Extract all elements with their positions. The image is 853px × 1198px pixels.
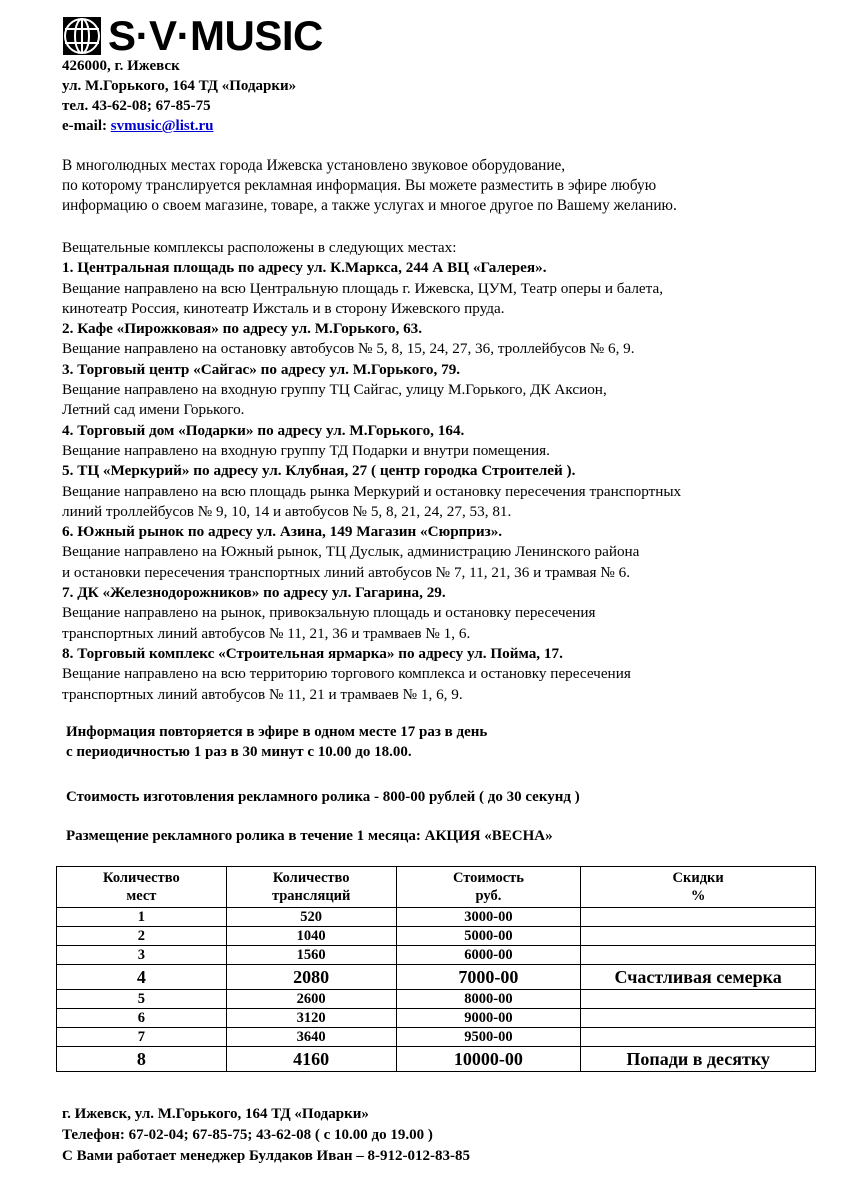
- location-heading: 6. Южный рынок по адресу ул. Азина, 149 Магазин «Сюрприз».: [62, 523, 503, 541]
- table-row: [57, 946, 816, 965]
- production-cost-text: Стоимость изготовления рекламного ролика - 800-00 рублей ( до 30 секунд ): [66, 789, 580, 805]
- table-cell-price: 10000-00: [396, 1047, 581, 1072]
- intro-paragraph: [62, 156, 837, 216]
- table-cell-broadcasts: 4160: [226, 1047, 396, 1072]
- table-cell-places: 7: [57, 1028, 227, 1047]
- location-description: Вещание направлено на всю площадь рынка Меркурий и остановку пересечения транспортных: [62, 482, 682, 500]
- intro-line: В многолюдных местах города Ижевска установлено звуковое оборудование,: [62, 157, 566, 174]
- logo-text: S·V·MUSIC: [108, 12, 323, 59]
- table-cell-places: 6: [57, 1009, 227, 1028]
- repeat-info: [66, 722, 487, 762]
- table-cell-price: 9000-00: [396, 1009, 581, 1028]
- table-row: [57, 1028, 816, 1047]
- footer-manager: С Вами работает менеджер Булдаков Иван – 8-912-012-83-85: [62, 1148, 470, 1164]
- table-cell-discount: [581, 1028, 816, 1047]
- footer-phone: Телефон: 67-02-04; 67-85-75; 43-62-08 ( с 10.00 до 19.00 ): [62, 1127, 433, 1143]
- repeat-line: с периодичностью 1 раз в 30 минут с 10.00 до 18.00.: [66, 744, 412, 760]
- contact-block: [62, 56, 296, 136]
- table-cell-discount: [581, 908, 816, 927]
- location-description: Вещание направлено на остановку автобусов № 5, 8, 15, 24, 27, 36, троллейбусов № 6, 9.: [62, 340, 635, 358]
- table-row: [57, 1009, 816, 1028]
- table-row: [57, 1047, 816, 1072]
- header-discount: Скидки %: [581, 867, 816, 908]
- contact-phone: тел. 43-62-08; 67-85-75: [62, 98, 211, 114]
- table-row: [57, 927, 816, 946]
- table-cell-discount: Счастливая семерка: [581, 965, 816, 990]
- header-price: Стоимость руб.: [396, 867, 581, 908]
- location-description: Вещание направлено на всю территорию торгового комплекса и остановку пересечения: [62, 665, 631, 683]
- table-cell-price: 6000-00: [396, 946, 581, 965]
- table-cell-broadcasts: 2600: [226, 990, 396, 1009]
- location-description: и остановки пересечения транспортных линий автобусов № 7, 11, 21, 36 и трамвая № 6.: [62, 563, 631, 581]
- table-cell-discount: Попади в десятку: [581, 1047, 816, 1072]
- table-cell-places: 1: [57, 908, 227, 927]
- repeat-line: Информация повторяется в эфире в одном месте 17 раз в день: [66, 724, 488, 740]
- intro-line: по которому транслируется рекламная информация. Вы можете разместить в эфире любую: [62, 177, 657, 194]
- location-description: Вещание направлено на рынок, привокзальную площадь и остановку пересечения: [62, 604, 596, 622]
- table-cell-places: 2: [57, 927, 227, 946]
- email-label: e-mail:: [62, 118, 111, 134]
- footer-address: г. Ижевск, ул. М.Горького, 164 ТД «Подарки»: [62, 1106, 369, 1122]
- table-row: [57, 990, 816, 1009]
- table-cell-discount: [581, 927, 816, 946]
- contact-email-row: [62, 116, 296, 136]
- location-heading: 2. Кафе «Пирожковая» по адресу ул. М.Горького, 63.: [62, 320, 423, 338]
- table-header-row: [57, 867, 816, 908]
- table-cell-broadcasts: 1560: [226, 946, 396, 965]
- placement-offer: [66, 826, 553, 846]
- price-table: [56, 866, 816, 1072]
- table-cell-discount: [581, 946, 816, 965]
- email-link[interactable]: svmusic@list.ru: [110, 118, 214, 134]
- table-cell-price: 9500-00: [396, 1028, 581, 1047]
- location-description: Вещание направлено на входную группу ТЦ Сайгас, улицу М.Горького, ДК Аксион,: [62, 381, 607, 399]
- table-cell-broadcasts: 2080: [226, 965, 396, 990]
- table-cell-discount: [581, 990, 816, 1009]
- location-description: транспортных линий автобусов № 11, 21, 36 и трамваев № 1, 6.: [62, 624, 471, 642]
- table-cell-places: 8: [57, 1047, 227, 1072]
- location-description: Вещание направлено на Южный рынок, ТЦ Дуслык, администрацию Ленинского района: [62, 543, 640, 561]
- location-heading: 8. Торговый комплекс «Строительная ярмарка» по адресу ул. Пойма, 17.: [62, 644, 563, 662]
- location-description: Летний сад имени Горького.: [62, 401, 245, 419]
- header-broadcasts: Количество трансляций: [226, 867, 396, 908]
- logo: [62, 12, 323, 59]
- contact-city: 426000, г. Ижевск: [62, 58, 180, 74]
- broadcast-locations: [62, 238, 837, 705]
- footer-contacts: [62, 1104, 470, 1167]
- contact-address: ул. М.Горького, 164 ТД «Подарки»: [62, 78, 297, 94]
- table-row: [57, 965, 816, 990]
- table-cell-broadcasts: 3120: [226, 1009, 396, 1028]
- location-heading: 5. ТЦ «Меркурий» по адресу ул. Клубная, 27 ( центр городка Строителей ).: [62, 462, 576, 480]
- location-description: кинотеатр Россия, кинотеатр Ижсталь и в сторону Ижевского пруда.: [62, 299, 505, 317]
- location-description: транспортных линий автобусов № 11, 21 и трамваев № 1, 6, 9.: [62, 685, 463, 703]
- table-cell-price: 5000-00: [396, 927, 581, 946]
- locations-intro: Вещательные комплексы расположены в следующих местах:: [62, 239, 457, 256]
- table-cell-price: 3000-00: [396, 908, 581, 927]
- table-cell-places: 5: [57, 990, 227, 1009]
- table-row: [57, 908, 816, 927]
- location-heading: 7. ДК «Железнодорожников» по адресу ул. Гагарина, 29.: [62, 584, 446, 602]
- table-cell-price: 7000-00: [396, 965, 581, 990]
- globe-grid-icon: [62, 16, 102, 56]
- production-cost: [66, 787, 580, 807]
- location-description: Вещание направлено на входную группу ТД Подарки и внутри помещения.: [62, 441, 550, 459]
- table-cell-price: 8000-00: [396, 990, 581, 1009]
- table-cell-broadcasts: 3640: [226, 1028, 396, 1047]
- table-cell-broadcasts: 1040: [226, 927, 396, 946]
- location-heading: 1. Центральная площадь по адресу ул. К.Маркса, 244 А ВЦ «Галерея».: [62, 259, 547, 277]
- table-cell-places: 4: [57, 965, 227, 990]
- intro-line: информацию о своем магазине, товаре, а также услугах и многое другое по Вашему желанию.: [62, 197, 677, 214]
- table-cell-broadcasts: 520: [226, 908, 396, 927]
- header-places: Количество мест: [57, 867, 227, 908]
- location-heading: 3. Торговый центр «Сайгас» по адресу ул. М.Горького, 79.: [62, 360, 461, 378]
- location-description: линий троллейбусов № 9, 10, 14 и автобусов № 5, 8, 21, 24, 27, 53, 81.: [62, 502, 512, 520]
- location-heading: 4. Торговый дом «Подарки» по адресу ул. М.Горького, 164.: [62, 421, 465, 439]
- table-cell-discount: [581, 1009, 816, 1028]
- placement-offer-text: Размещение рекламного ролика в течение 1 месяца: АКЦИЯ «ВЕСНА»: [66, 828, 553, 844]
- location-description: Вещание направлено на всю Центральную площадь г. Ижевска, ЦУМ, Театр оперы и балета,: [62, 279, 664, 297]
- table-cell-places: 3: [57, 946, 227, 965]
